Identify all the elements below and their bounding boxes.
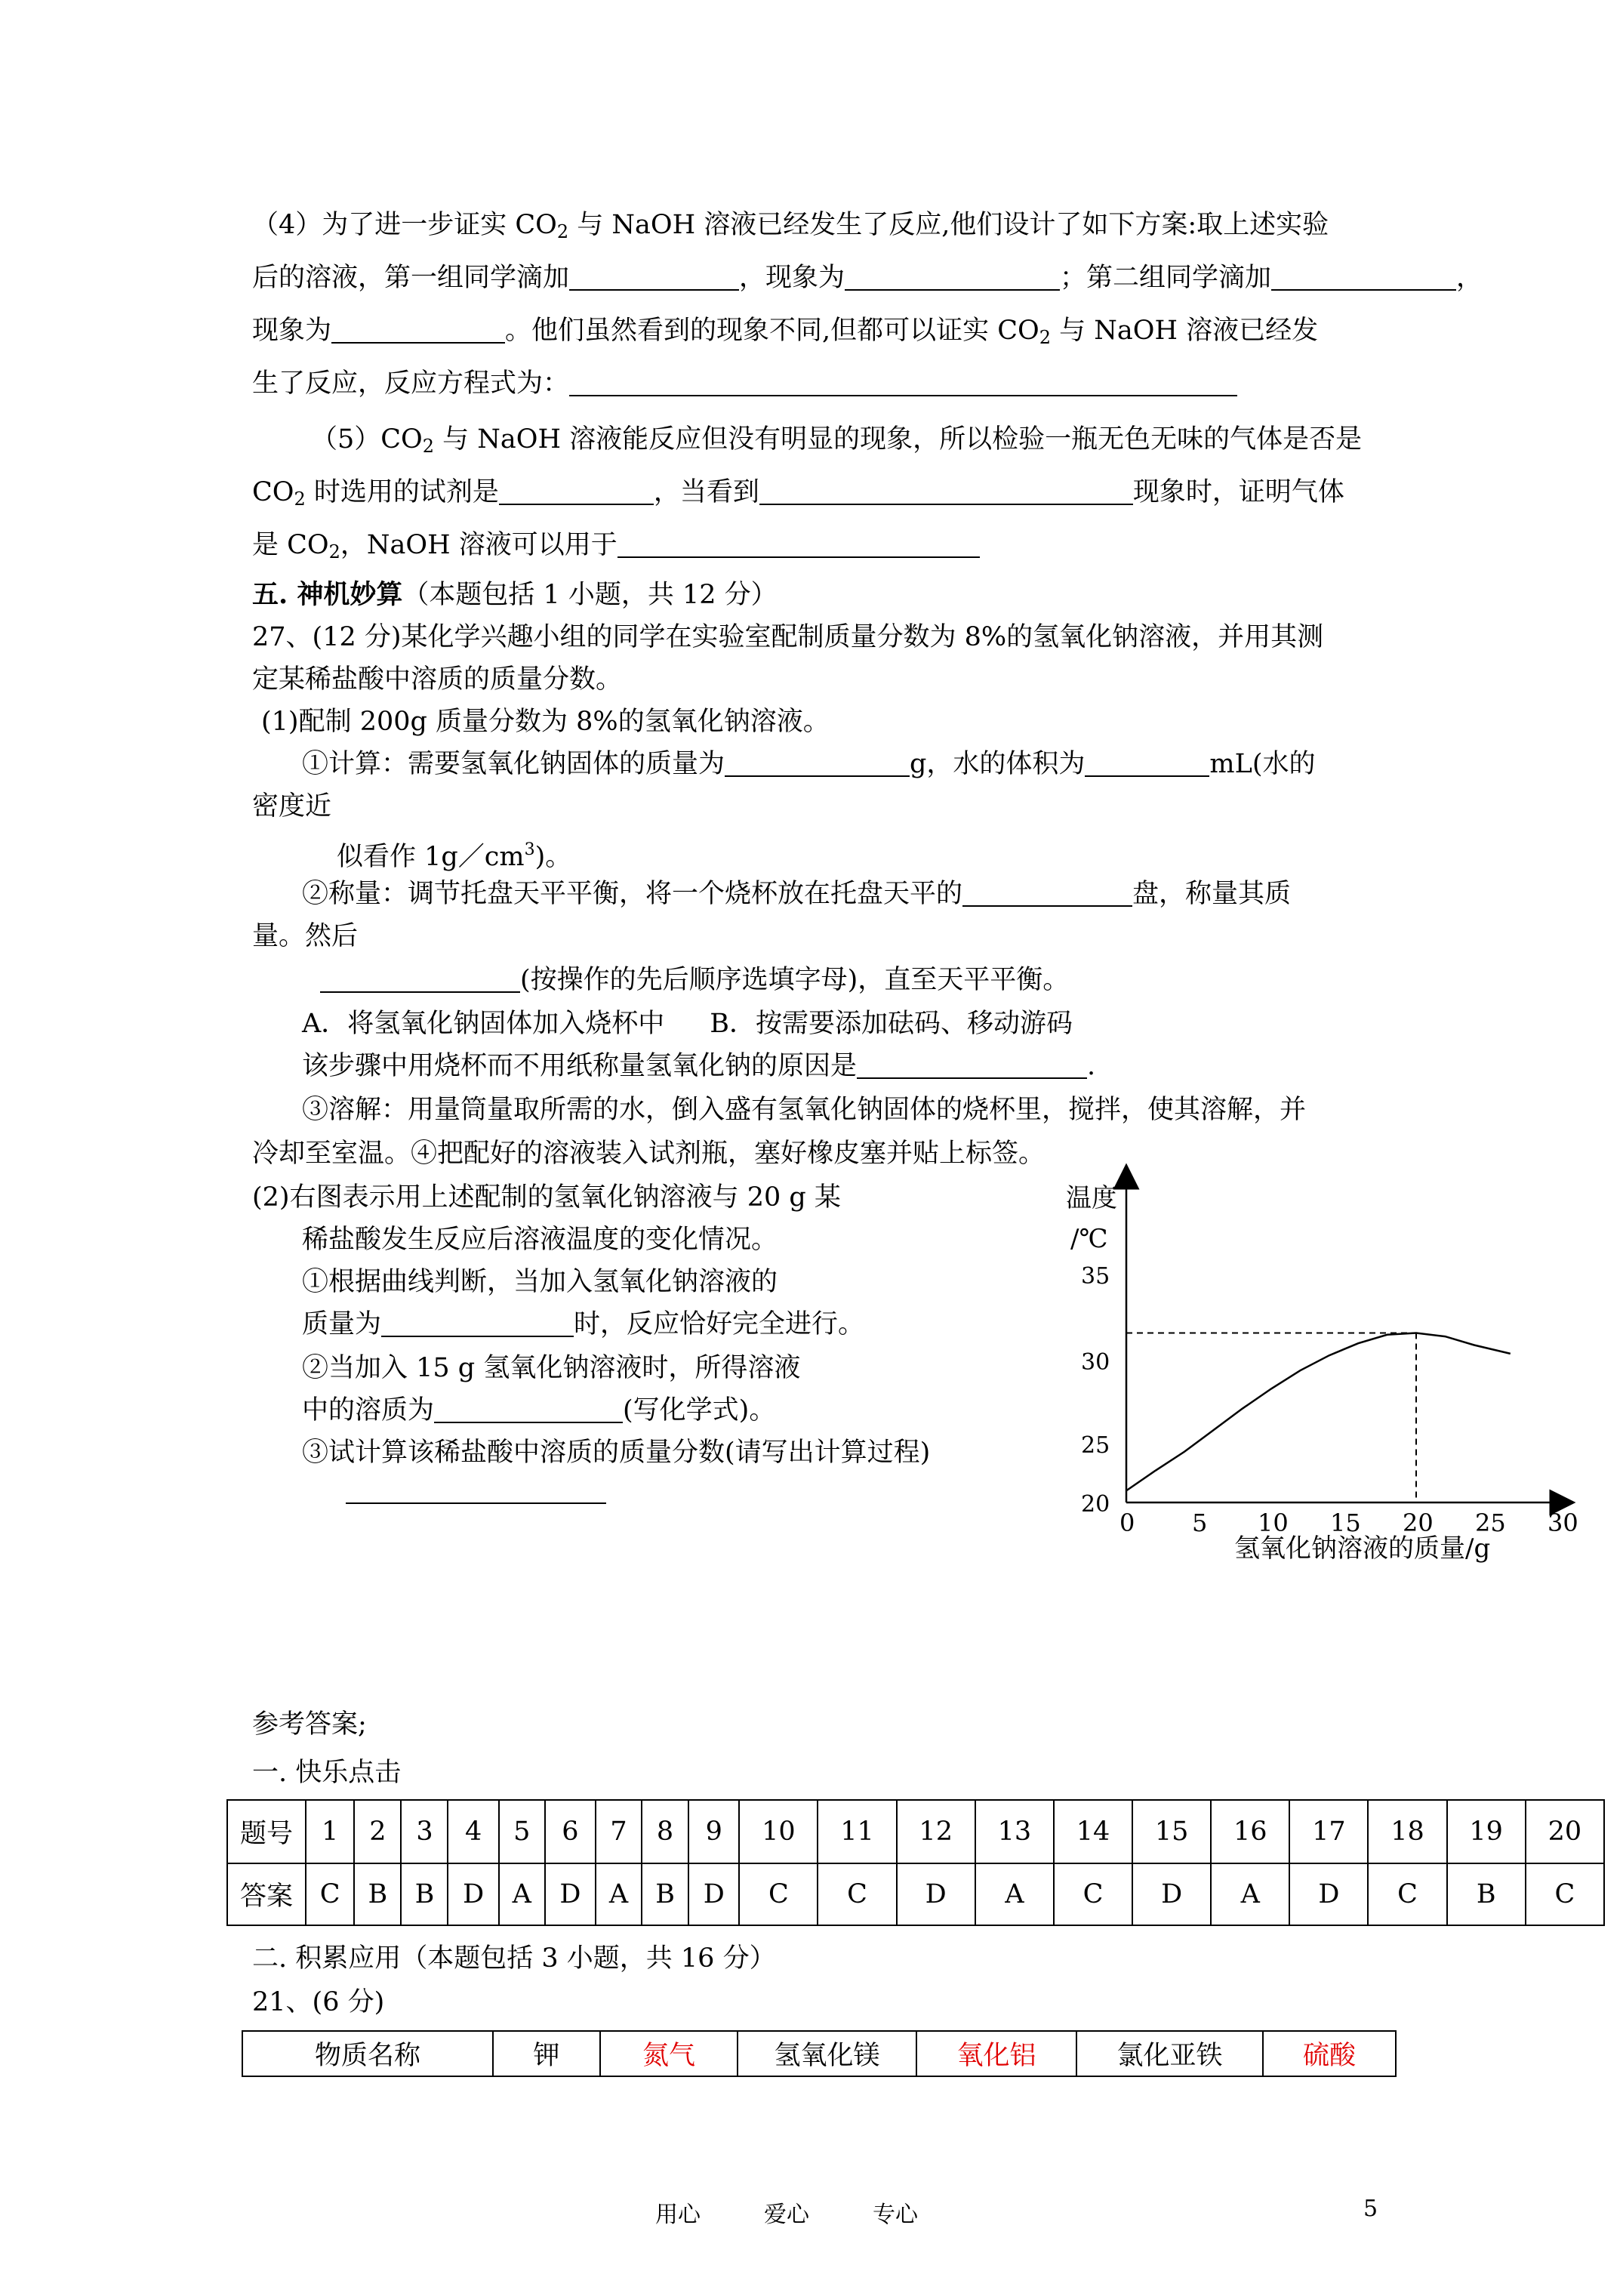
table-cell: 氮气 [600,2031,738,2076]
answer-blank[interactable] [857,1052,1087,1079]
answer-blank[interactable] [499,478,654,505]
table-cell: 5 [499,1800,545,1863]
table-cell: C [1368,1863,1446,1925]
table-cell: A [499,1863,545,1925]
y-axis-label-2: /℃ [1070,1224,1108,1254]
table-cell: 18 [1368,1800,1446,1863]
answer-blank[interactable] [617,531,980,558]
q27-part2-line6: 中的溶质为 (写化学式)。 [302,1395,776,1425]
x-tick-label: 10 [1258,1509,1289,1537]
q26-p5-line2: $CO_2$ 时选用的试剂是 ，当看到 现象时，证明气体 [252,477,1344,510]
table-cell: 15 [1132,1800,1211,1863]
answer-blank[interactable] [434,1396,623,1423]
table-cell: 钾 [493,2031,600,2076]
q26-p4-line4: 生了反应，反应方程式为： [252,367,1237,400]
chart-ticks [1081,1263,1578,1537]
table-cell: D [688,1863,739,1925]
table-cell: C [1054,1863,1132,1925]
answer-blank[interactable] [845,264,1060,291]
q27-part2-line1: (2)右图表示用上述配制的氢氧化钠溶液与 20 g 某 [252,1182,841,1213]
table-cell: A [596,1863,642,1925]
q27-line6: 似看作 $1g/cm^3$)。 [337,840,572,872]
table-cell: 硫酸 [1263,2031,1396,2076]
table-cell: B [354,1863,401,1925]
table-cell: 13 [975,1800,1054,1863]
x-axis-label: 氢氧化钠溶液的质量/g [1234,1533,1491,1564]
table-cell: 题号 [227,1800,306,1863]
q27-line13: 冷却至室温。④把配好的溶液装入试剂瓶，塞好橡皮塞并贴上标签。 [252,1139,1046,1169]
table-cell: C [818,1863,896,1925]
answer-table [226,1799,1605,1926]
q27-part2-line4: 质量为 时，反应恰好完全进行。 [302,1309,865,1339]
x-tick-label: 5 [1192,1509,1208,1537]
table-cell: 9 [688,1800,739,1863]
footer-text-2: 爱心 [764,2202,809,2228]
table-row [227,1863,1604,1925]
q27-line8: 量。然后 [252,921,359,951]
table-cell: C [739,1863,818,1925]
table-cell: D [545,1863,596,1925]
table-cell: 10 [739,1800,818,1863]
q27-line2: 定某稀盐酸中溶质的质量分数。 [252,664,623,695]
q26-p4-line2: 后的溶液，第一组同学滴加 ，现象为 ；第二组同学滴加 ， [252,263,1483,293]
q27-line1: 27、(12 分)某化学兴趣小组的同学在实验室配制质量分数为 8%的氢氧化钠溶液，并用其测 [252,622,1324,652]
y-tick-label: 35 [1081,1263,1110,1290]
table-cell: D [1289,1863,1368,1925]
table-cell: 8 [642,1800,688,1863]
table-cell: D [448,1863,498,1925]
q21-label: 21、(6 分) [252,1987,385,2017]
q27-part2-line3: ①根据曲线判断，当加入氢氧化钠溶液的 [302,1267,778,1297]
y-tick-label: 30 [1081,1349,1110,1376]
answers-section1-heading: 一. 快乐点击 [252,1758,402,1788]
x-tick-label: 20 [1403,1509,1434,1537]
q27-line3: (1)配制 200g 质量分数为 8%的氢氧化钠溶液。 [261,707,830,737]
chart-guides [1126,1333,1416,1502]
table-cell: 7 [596,1800,642,1863]
table-cell: 16 [1211,1800,1289,1863]
y-axis-label-1: 温度 [1066,1183,1117,1213]
answer-blank[interactable] [1271,264,1456,291]
q27-line11: 该步骤中用烧杯而不用纸称量氢氧化钠的原因是 . [302,1051,1096,1081]
q27-part2-line5: ②当加入 15 g 氢氧化钠溶液时，所得溶液 [302,1353,801,1383]
x-tick-label: 25 [1475,1509,1506,1537]
q26-p4-line3: 现象为 。他们虽然看到的现象不同,但都可以证实 $CO_2$ 与 NaOH 溶液已经发 [252,316,1319,348]
table-cell: 氧化铝 [916,2031,1076,2076]
page-number: 5 [1363,2196,1378,2222]
table-cell: 2 [354,1800,401,1863]
answer-blank[interactable] [725,750,910,777]
table-cell: D [897,1863,975,1925]
q26-p5-line1: $(5)CO_2$ 与 NaOH 溶液能反应但没有明显的现象，所以检验一瓶无色无味的气体是否是 [311,424,1363,457]
table-cell: 6 [545,1800,596,1863]
table-cell: 氢氧化镁 [738,2031,916,2076]
answers-heading: 参考答案; [252,1709,367,1740]
q21-table [242,2030,1397,2077]
table-row [227,1800,1604,1863]
answer-blank[interactable] [569,369,1237,396]
answer-blank[interactable] [381,1310,574,1337]
q26-p4-line1: （4）为了进一步证实 $CO_2$ 与 NaOH 溶液已经发生了反应,他们设计了如下方案:取上述实验 [252,210,1329,242]
q27-line7: ②称量：调节托盘天平平衡，将一个烧杯放在托盘天平的 盘，称量其质 [302,879,1292,909]
answer-blank[interactable] [346,1502,606,1504]
q27-line4: ①计算：需要氢氧化钠固体的质量为 g，水的体积为 mL(水的 [302,749,1316,779]
table-cell: B [1447,1863,1526,1925]
q27-part2-line7: ③试计算该稀盐酸中溶质的质量分数(请写出计算过程) [302,1438,931,1468]
q26-p5-line3: 是 $CO_2$，NaOH 溶液可以用于 [252,529,980,569]
y-tick-label: 20 [1081,1491,1110,1518]
table-cell: 1 [306,1800,354,1863]
y-tick-label: 25 [1081,1432,1110,1459]
table-cell: 19 [1447,1800,1526,1863]
table-cell: 12 [897,1800,975,1863]
table-cell: B [401,1863,448,1925]
table-cell: C [1526,1863,1604,1925]
table-cell: A [1211,1863,1289,1925]
table-cell: 20 [1526,1800,1604,1863]
table-cell: 4 [448,1800,498,1863]
table-cell: 氯化亚铁 [1076,2031,1263,2076]
x-tick-label: 0 [1119,1509,1135,1537]
section5-heading: 五. 神机妙算（本题包括 1 小题，共 12 分） [252,579,778,610]
answer-blank[interactable] [1085,750,1209,777]
table-cell: 14 [1054,1800,1132,1863]
table-cell: D [1132,1863,1211,1925]
q27-part2-line2: 稀盐酸发生反应后溶液温度的变化情况。 [302,1225,778,1255]
table-cell: B [642,1863,688,1925]
temperature-curve [1126,1333,1511,1491]
table-cell: 11 [818,1800,896,1863]
table-cell: C [306,1863,354,1925]
table-cell: 3 [401,1800,448,1863]
table-cell: 答案 [227,1863,306,1925]
answers-section2-heading: 二. 积累应用（本题包括 3 小题，共 16 分） [252,1943,776,1974]
answer-blank[interactable] [331,316,505,344]
answer-blank[interactable] [320,966,520,993]
q27-line12: ③溶解：用量筒量取所需的水，倒入盛有氢氧化钠固体的烧杯里，搅拌，使其溶解，并 [302,1095,1307,1125]
x-tick-label: 30 [1548,1509,1578,1537]
temperature-chart [1042,1163,1578,1570]
table-cell: 17 [1289,1800,1368,1863]
q27-line10: A．将氢氧化钠固体加入烧杯中 B．按需要添加砝码、移动游码 [302,1009,1073,1039]
table-cell: A [975,1863,1054,1925]
answer-blank[interactable] [962,880,1132,907]
table-cell: 物质名称 [242,2031,493,2076]
table-row [242,2031,1396,2076]
q27-line9: (按操作的先后顺序选填字母)，直至天平平衡。 [320,963,1069,997]
answer-blank[interactable] [759,478,1133,505]
footer-text-3: 专心 [873,2202,918,2228]
q27-line5: 密度近 [252,791,332,821]
x-tick-label: 15 [1330,1509,1361,1537]
answer-blank[interactable] [569,264,739,291]
footer-text-1: 用心 [655,2202,701,2228]
